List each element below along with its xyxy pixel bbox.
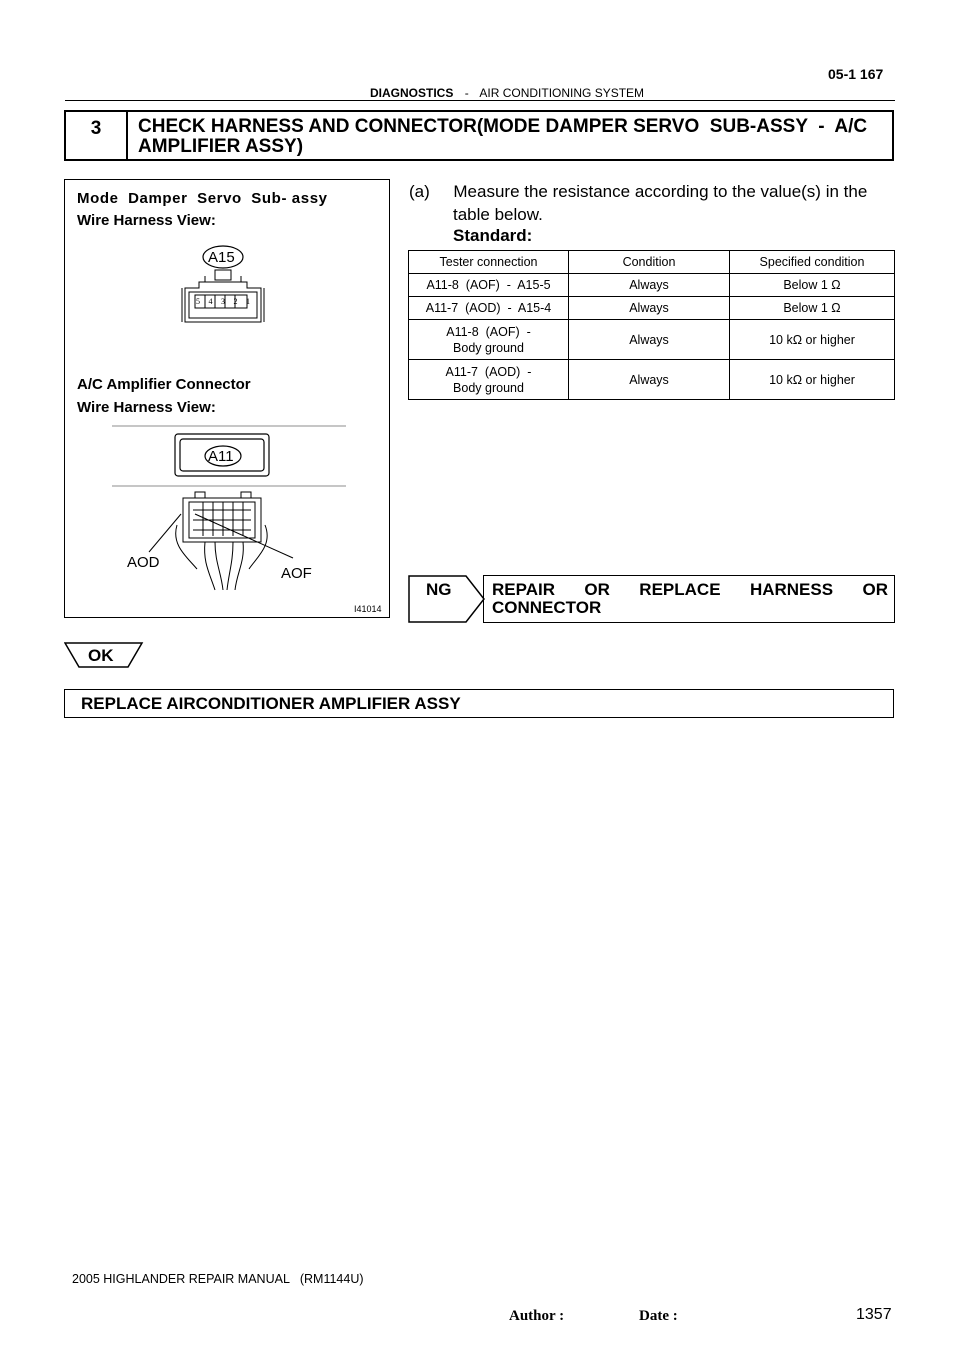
condition-cell: Always	[569, 360, 730, 400]
tester-connection-cell	[409, 297, 569, 320]
figure-label-amplifier: A/C Amplifier Connector	[77, 376, 251, 393]
figure-label-harness-view-2: Wire Harness View:	[77, 399, 216, 416]
figure-label-harness-view-1: Wire Harness View:	[77, 212, 216, 229]
table-row	[409, 320, 895, 360]
terminal-aod-label: AOD	[127, 554, 160, 571]
pin-numbers	[196, 297, 250, 306]
connector-a15-label: A15	[208, 249, 235, 266]
terminal-aof-label: AOF	[281, 565, 312, 582]
wire-harness-icon	[176, 492, 267, 590]
date-label: Date :	[639, 1308, 678, 1324]
ng-action-line1: REPAIR OR REPLACE HARNESS OR	[492, 580, 888, 599]
ng-action-line2: CONNECTOR	[492, 598, 602, 617]
header-rule	[65, 100, 895, 101]
page-code: 05-1 167	[828, 66, 884, 82]
tester-connection-line2: Body ground	[453, 340, 524, 355]
ok-action-box	[64, 689, 894, 718]
column-header: Specified condition	[730, 251, 895, 274]
ok-label: OK	[88, 646, 114, 665]
table-header-row	[409, 251, 895, 274]
pin-label: 4	[208, 297, 213, 306]
table-row	[409, 274, 895, 297]
instruction-line2: table below.	[453, 205, 543, 224]
section-header	[370, 86, 644, 100]
manual-title: 2005 HIGHLANDER REPAIR MANUAL (RM1144U)	[72, 1272, 364, 1286]
column-header: Tester connection	[409, 251, 569, 274]
table-row	[409, 297, 895, 320]
pin-label: 5	[196, 297, 200, 306]
spec-cell: 10 kΩ or higher	[730, 320, 895, 360]
spec-cell: Below 1 Ω	[730, 274, 895, 297]
table-row	[409, 360, 895, 400]
tester-connection: A11-7 (AOD) -	[445, 364, 532, 379]
standard-label: Standard:	[453, 226, 533, 245]
tester-connection: A11-7 (AOD) - A15-4	[425, 301, 552, 315]
condition-cell: Always	[569, 274, 730, 297]
page-number: 1357	[856, 1306, 892, 1323]
header-separator: -	[464, 86, 469, 100]
aof-leader-line	[195, 514, 293, 558]
column-header: Condition	[569, 251, 730, 274]
step-title	[138, 117, 878, 157]
section-title: DIAGNOSTICS	[370, 86, 454, 100]
instruction-line1: (a) Measure the resistance according to the value(s) in the	[409, 182, 868, 201]
connector-figure	[64, 179, 390, 618]
tester-connection: A11-8 (AOF) -	[446, 324, 531, 339]
connector-a11-label: A11	[208, 448, 234, 465]
condition-cell: Always	[569, 320, 730, 360]
tester-connection-line2: Body ground	[453, 380, 524, 395]
tester-connection-cell	[409, 360, 569, 400]
connector-a15-icon	[182, 270, 264, 322]
figure-label-servo: Mode Damper Servo Sub- assy	[77, 190, 328, 207]
tester-connection: A11-8 (AOF) - A15-5	[426, 278, 551, 292]
ng-action-box	[483, 575, 895, 623]
ok-action-text: REPLACE AIRCONDITIONER AMPLIFIER ASSY	[81, 694, 461, 713]
figure-id: I41014	[354, 604, 382, 614]
step-box	[64, 110, 894, 161]
tester-connection-cell	[409, 320, 569, 360]
tester-connection-cell	[409, 274, 569, 297]
spec-cell: 10 kΩ or higher	[730, 360, 895, 400]
pin-label: 2	[233, 297, 238, 306]
spec-cell: Below 1 Ω	[730, 297, 895, 320]
author-label: Author :	[509, 1308, 565, 1324]
step-number: 3	[66, 112, 128, 159]
condition-cell: Always	[569, 297, 730, 320]
subsection-title: AIR CONDITIONING SYSTEM	[479, 86, 645, 100]
pin-label: 1	[246, 297, 250, 306]
step-title-line2: AMPLIFIER ASSY)	[138, 136, 304, 157]
step-title-line1: CHECK HARNESS AND CONNECTOR(MODE DAMPER SERVO SUB-ASSY - A/C	[138, 116, 868, 137]
pin-label: 3	[221, 297, 225, 306]
ng-label: NG	[426, 580, 452, 599]
spec-table	[408, 250, 895, 400]
